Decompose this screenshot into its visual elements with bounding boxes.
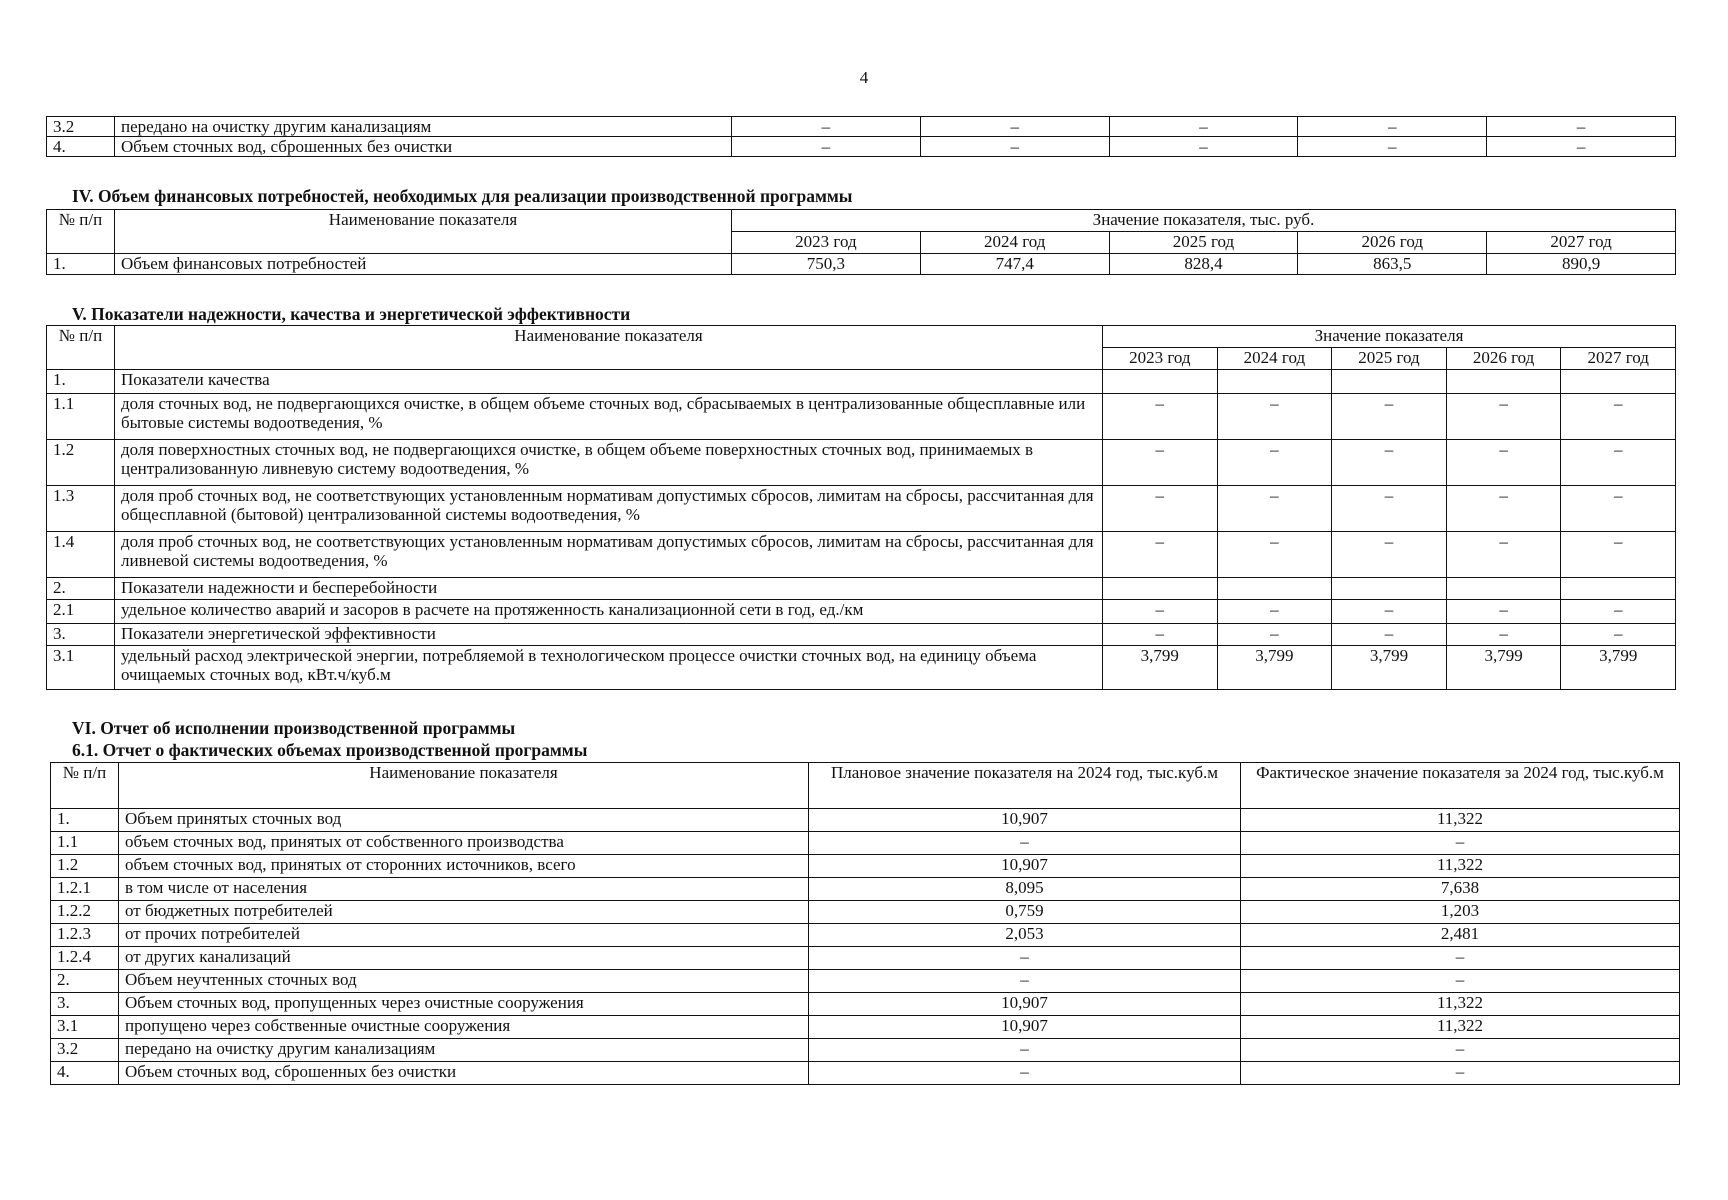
year-header: 2027 год — [1487, 232, 1676, 254]
row-value: – — [1109, 137, 1298, 157]
row-value: 750,3 — [732, 254, 921, 275]
row-fact-value: – — [1241, 1062, 1680, 1085]
row-fact-value: – — [1241, 947, 1680, 970]
year-header: 2023 год — [732, 232, 921, 254]
row-plan-value: – — [809, 832, 1241, 855]
row-value: – — [1217, 532, 1332, 578]
page-number: 4 — [859, 68, 869, 87]
table-row — [47, 646, 1676, 690]
year-header: 2024 год — [1217, 348, 1332, 370]
row-value: – — [1332, 600, 1447, 624]
row-name: Объем сточных вод, пропущенных через очистные сооружения — [119, 993, 809, 1016]
row-name: передано на очистку другим канализациям — [119, 1039, 809, 1062]
row-number: 2. — [51, 970, 119, 993]
row-value: – — [1103, 486, 1218, 532]
row-number: 1. — [47, 254, 115, 275]
table-row — [47, 532, 1676, 578]
table-row — [47, 578, 1676, 600]
row-plan-value: – — [809, 970, 1241, 993]
table-row — [51, 970, 1680, 993]
table-row — [51, 901, 1680, 924]
row-number: 1.2.2 — [51, 901, 119, 924]
row-name: доля поверхностных сточных вод, не подвергающихся очистке, в общем объеме поверхностных сточных вод, принимаемых в централизованную ливневую систему водоотведения, % — [115, 440, 1103, 486]
table-row — [51, 1039, 1680, 1062]
row-value: – — [1298, 137, 1487, 157]
row-value: 3,799 — [1103, 646, 1218, 690]
row-value: – — [1217, 600, 1332, 624]
row-fact-value: 11,322 — [1241, 855, 1680, 878]
section-5-title: V. Показатели надежности, качества и энергетической эффективности — [72, 304, 631, 324]
row-value: – — [1103, 600, 1218, 624]
row-value — [1446, 578, 1561, 600]
row-value: 3,799 — [1217, 646, 1332, 690]
row-value: – — [1446, 600, 1561, 624]
row-value — [1332, 370, 1447, 394]
row-name: Показатели энергетической эффективности — [115, 624, 1103, 646]
table-row — [51, 1062, 1680, 1085]
row-value: – — [1561, 440, 1676, 486]
row-value — [1446, 370, 1561, 394]
table-row — [51, 993, 1680, 1016]
row-plan-value: – — [809, 1039, 1241, 1062]
row-value: – — [1103, 440, 1218, 486]
row-value: – — [1446, 440, 1561, 486]
header-num: № п/п — [51, 763, 119, 809]
table-row — [51, 1016, 1680, 1039]
row-value: 3,799 — [1446, 646, 1561, 690]
table-row — [47, 394, 1676, 440]
table-row — [51, 855, 1680, 878]
section-4-title: IV. Объем финансовых потребностей, необходимых для реализации производственной программы — [72, 186, 853, 206]
row-value: – — [732, 117, 921, 137]
header-num: № п/п — [47, 210, 115, 254]
row-value — [1561, 370, 1676, 394]
row-value: – — [1561, 624, 1676, 646]
row-number: 3. — [51, 993, 119, 1016]
row-number: 1.2 — [47, 440, 115, 486]
row-name: доля проб сточных вод, не соответствующих установленным нормативам допустимых сбросов, лимитам на сбросы, рассчитанная для общесплавной (бытовой) централизованной системы водоотведения, % — [115, 486, 1103, 532]
row-value: – — [1561, 394, 1676, 440]
row-number: 1.1 — [51, 832, 119, 855]
row-fact-value: 1,203 — [1241, 901, 1680, 924]
row-fact-value: 11,322 — [1241, 993, 1680, 1016]
row-value — [1217, 370, 1332, 394]
row-number: 1. — [51, 809, 119, 832]
row-value: – — [1103, 532, 1218, 578]
year-header: 2026 год — [1446, 348, 1561, 370]
row-value: – — [1103, 394, 1218, 440]
row-value: – — [1561, 600, 1676, 624]
row-name: доля сточных вод, не подвергающихся очистке, в общем объеме сточных вод, сбрасываемых в централизованные общесплавные или бытовые системы водоотведения, % — [115, 394, 1103, 440]
table-row — [51, 832, 1680, 855]
row-number: 2. — [47, 578, 115, 600]
table-row — [51, 947, 1680, 970]
section-6-title: VI. Отчет об исполнении производственной программы — [72, 718, 516, 738]
continuation-table — [46, 116, 1676, 157]
row-plan-value: – — [809, 1062, 1241, 1085]
row-plan-value: 0,759 — [809, 901, 1241, 924]
row-value: 828,4 — [1109, 254, 1298, 275]
row-name: Объем сточных вод, сброшенных без очистки — [119, 1062, 809, 1085]
row-value — [1561, 578, 1676, 600]
financial-needs-table — [46, 209, 1676, 275]
table-row — [47, 486, 1676, 532]
row-value: – — [1298, 117, 1487, 137]
row-name: пропущено через собственные очистные сооружения — [119, 1016, 809, 1039]
row-value: – — [1446, 532, 1561, 578]
row-value: – — [1446, 486, 1561, 532]
row-number: 1.2 — [51, 855, 119, 878]
year-header: 2025 год — [1109, 232, 1298, 254]
row-fact-value: – — [1241, 970, 1680, 993]
row-plan-value: 10,907 — [809, 993, 1241, 1016]
row-number: 1.4 — [47, 532, 115, 578]
row-fact-value: 2,481 — [1241, 924, 1680, 947]
row-value: – — [1446, 624, 1561, 646]
row-number: 3.2 — [47, 117, 115, 137]
row-value: – — [1446, 394, 1561, 440]
row-value — [1332, 578, 1447, 600]
row-number: 4. — [51, 1062, 119, 1085]
row-plan-value: – — [809, 947, 1241, 970]
row-value — [1103, 370, 1218, 394]
year-header: 2025 год — [1332, 348, 1447, 370]
row-name: Показатели качества — [115, 370, 1103, 394]
row-fact-value: – — [1241, 832, 1680, 855]
section-6-subtitle: 6.1. Отчет о фактических объемах производственной программы — [72, 740, 588, 760]
row-plan-value: 10,907 — [809, 809, 1241, 832]
row-value: 3,799 — [1332, 646, 1447, 690]
row-value: – — [1217, 440, 1332, 486]
row-fact-value: – — [1241, 1039, 1680, 1062]
row-name: удельное количество аварий и засоров в расчете на протяженность канализационной сети в год, ед./км — [115, 600, 1103, 624]
row-fact-value: 7,638 — [1241, 878, 1680, 901]
row-value: – — [1217, 394, 1332, 440]
row-name: Объем неучтенных сточных вод — [119, 970, 809, 993]
header-fact: Фактическое значение показателя за 2024 год, тыс.куб.м — [1241, 763, 1680, 809]
table-row — [51, 878, 1680, 901]
row-number: 1.3 — [47, 486, 115, 532]
row-number: 3.1 — [47, 646, 115, 690]
row-value: – — [920, 137, 1109, 157]
row-value: 747,4 — [920, 254, 1109, 275]
year-header: 2024 год — [920, 232, 1109, 254]
header-name: Наименование показателя — [115, 326, 1103, 370]
row-value: – — [1561, 532, 1676, 578]
header-name: Наименование показателя — [115, 210, 732, 254]
reliability-quality-table — [46, 325, 1676, 690]
row-value: – — [1487, 117, 1676, 137]
row-name: объем сточных вод, принятых от сторонних источников, всего — [119, 855, 809, 878]
table-row — [51, 924, 1680, 947]
year-header: 2026 год — [1298, 232, 1487, 254]
row-name: от бюджетных потребителей — [119, 901, 809, 924]
row-value: – — [1332, 486, 1447, 532]
row-name: передано на очистку другим канализациям — [115, 117, 732, 137]
header-name: Наименование показателя — [119, 763, 809, 809]
row-plan-value: 10,907 — [809, 1016, 1241, 1039]
row-value: – — [1332, 624, 1447, 646]
table-row — [47, 440, 1676, 486]
row-value: 3,799 — [1561, 646, 1676, 690]
table-row — [51, 809, 1680, 832]
row-plan-value: 10,907 — [809, 855, 1241, 878]
row-name: в том числе от населения — [119, 878, 809, 901]
row-fact-value: 11,322 — [1241, 1016, 1680, 1039]
row-value: – — [1217, 624, 1332, 646]
row-number: 1.2.4 — [51, 947, 119, 970]
table-row — [47, 624, 1676, 646]
header-plan: Плановое значение показателя на 2024 год, тыс.куб.м — [809, 763, 1241, 809]
table-row — [47, 254, 1676, 275]
row-name: Объем принятых сточных вод — [119, 809, 809, 832]
row-value — [1217, 578, 1332, 600]
row-plan-value: 8,095 — [809, 878, 1241, 901]
row-name: Объем финансовых потребностей — [115, 254, 732, 275]
row-value: 863,5 — [1298, 254, 1487, 275]
year-header: 2023 год — [1103, 348, 1218, 370]
table-row — [47, 117, 1676, 137]
row-value: – — [1561, 486, 1676, 532]
row-number: 1.1 — [47, 394, 115, 440]
row-value — [1103, 578, 1218, 600]
table-row — [47, 600, 1676, 624]
row-value: – — [1487, 137, 1676, 157]
row-number: 1.2.3 — [51, 924, 119, 947]
row-value: – — [1332, 394, 1447, 440]
row-name: от прочих потребителей — [119, 924, 809, 947]
production-report-table — [50, 762, 1680, 1085]
header-value: Значение показателя, тыс. руб. — [732, 210, 1676, 232]
row-name: удельный расход электрической энергии, потребляемой в технологическом процессе очистки сточных вод, на единицу объема очищаемых сточных вод, кВт.ч/куб.м — [115, 646, 1103, 690]
row-fact-value: 11,322 — [1241, 809, 1680, 832]
row-number: 3. — [47, 624, 115, 646]
row-value: – — [732, 137, 921, 157]
row-number: 3.1 — [51, 1016, 119, 1039]
row-value: – — [920, 117, 1109, 137]
row-number: 3.2 — [51, 1039, 119, 1062]
row-value: 890,9 — [1487, 254, 1676, 275]
row-number: 2.1 — [47, 600, 115, 624]
header-value: Значение показателя — [1103, 326, 1676, 348]
header-num: № п/п — [47, 326, 115, 370]
row-name: Показатели надежности и бесперебойности — [115, 578, 1103, 600]
row-name: от других канализаций — [119, 947, 809, 970]
table-row — [47, 370, 1676, 394]
row-name: объем сточных вод, принятых от собственного производства — [119, 832, 809, 855]
row-name: доля проб сточных вод, не соответствующих установленным нормативам допустимых сбросов, лимитам на сбросы, рассчитанная для ливневой системы водоотведения, % — [115, 532, 1103, 578]
row-number: 1. — [47, 370, 115, 394]
row-value: – — [1332, 440, 1447, 486]
year-header: 2027 год — [1561, 348, 1676, 370]
row-name: Объем сточных вод, сброшенных без очистки — [115, 137, 732, 157]
row-number: 4. — [47, 137, 115, 157]
row-value: – — [1332, 532, 1447, 578]
row-value: – — [1103, 624, 1218, 646]
row-plan-value: 2,053 — [809, 924, 1241, 947]
row-value: – — [1217, 486, 1332, 532]
row-value: – — [1109, 117, 1298, 137]
row-number: 1.2.1 — [51, 878, 119, 901]
table-row — [47, 137, 1676, 157]
